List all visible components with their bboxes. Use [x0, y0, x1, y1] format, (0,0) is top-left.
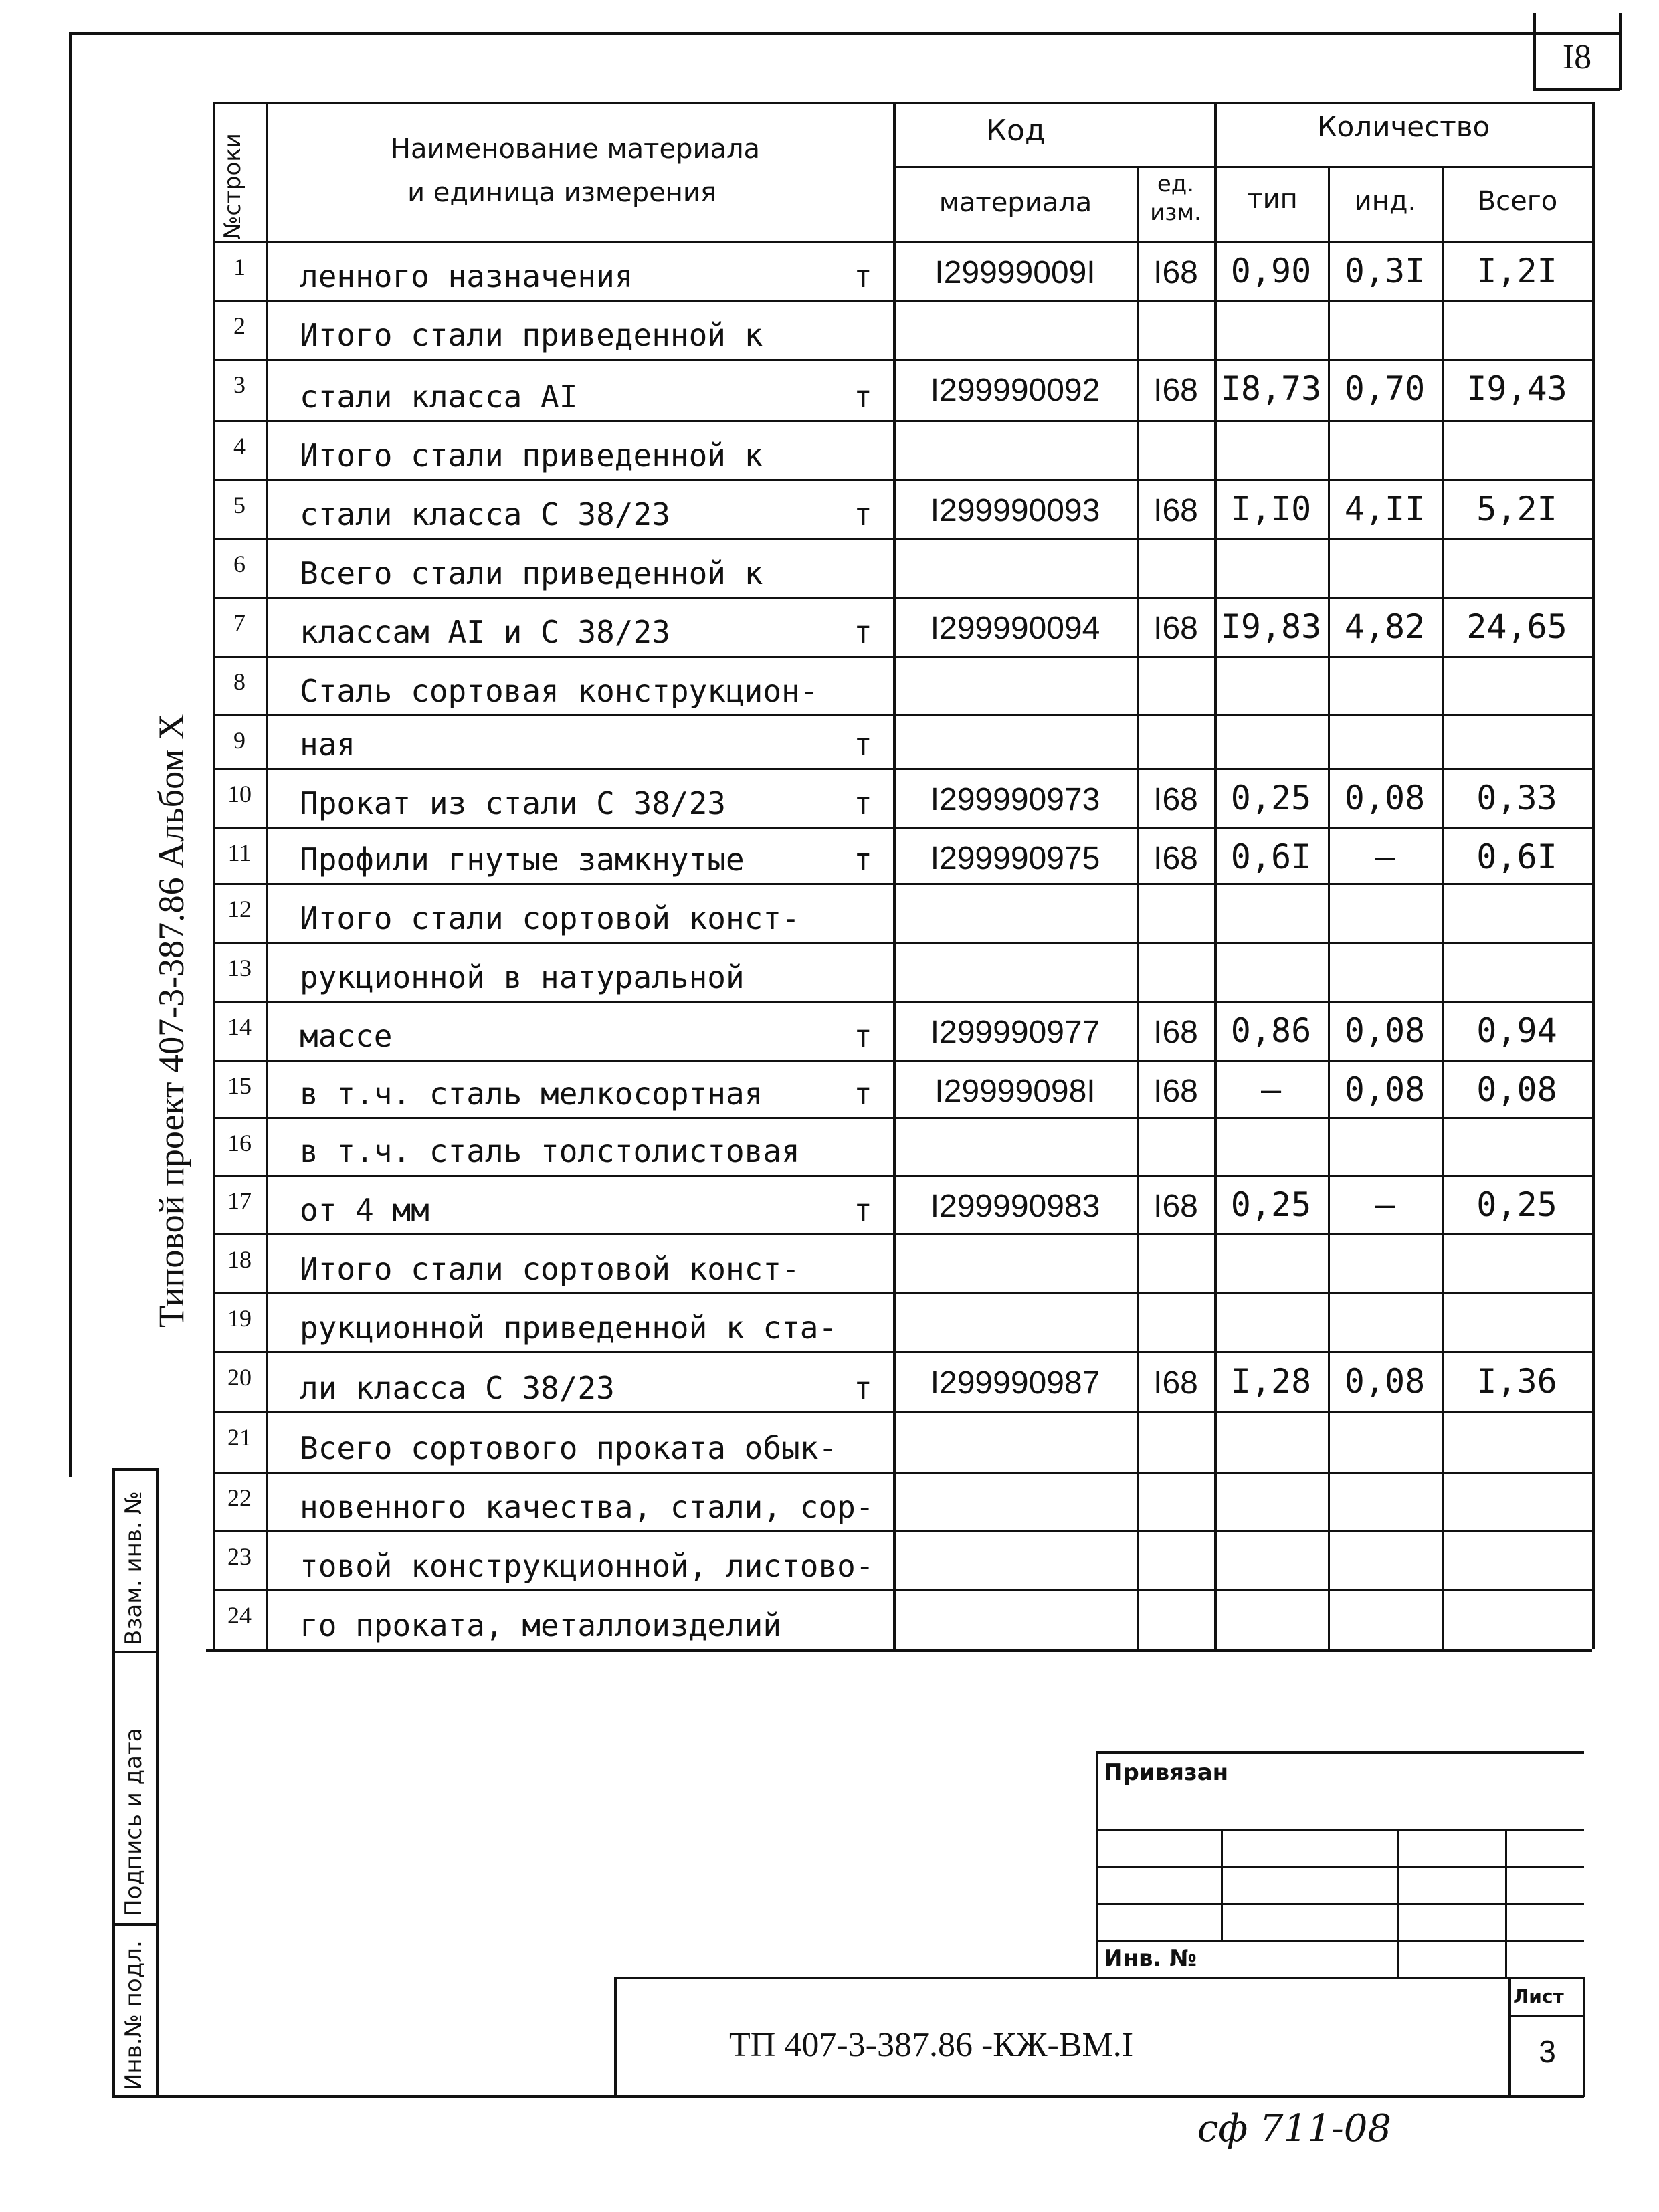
material-name: Прокат из стали С 38/23: [300, 785, 726, 821]
row-line-2: [213, 359, 893, 361]
material-name: рукционной в натуральной: [300, 959, 745, 995]
qty-tip: I,28: [1230, 1362, 1312, 1401]
row-line-right-17: [893, 1233, 1592, 1235]
qty-ind: 4,82: [1344, 607, 1426, 646]
stamp-row1: [1096, 1829, 1584, 1831]
stamp-row3: [1096, 1903, 1584, 1905]
unit: т: [854, 1192, 872, 1228]
header-row-number: №строки: [219, 133, 246, 239]
header-code-sub: [893, 166, 1592, 168]
unit: т: [854, 379, 872, 415]
qty-total: 0,6I: [1476, 837, 1557, 876]
unit-code: I68: [1153, 841, 1198, 876]
row-line-right-22: [893, 1530, 1592, 1532]
row-line-right-15: [893, 1117, 1592, 1119]
row-line-23: [213, 1589, 893, 1591]
frame-right-top: [1619, 13, 1622, 90]
row-line-right-3: [893, 420, 1592, 422]
material-code: I29999098I: [935, 1074, 1096, 1109]
row-line-right-18: [893, 1292, 1592, 1294]
unit-code: I68: [1153, 611, 1198, 646]
stamp-vcol3: [1505, 1829, 1507, 1977]
stamp-inv-no: Инв. №: [1104, 1945, 1197, 1972]
unit: т: [854, 614, 872, 650]
row-line-7: [213, 656, 893, 658]
row-number: 18: [227, 1246, 252, 1273]
qty-tip: 0,25: [1230, 779, 1312, 817]
material-code: I299990987: [930, 1365, 1100, 1401]
material-name: Итого стали сортовой конст-: [300, 900, 800, 936]
row-number: 24: [227, 1602, 252, 1629]
material-code: I299990092: [930, 373, 1100, 408]
unit: т: [854, 785, 872, 821]
row-line-20: [213, 1411, 893, 1413]
unit: т: [854, 1018, 872, 1054]
qty-ind: 0,70: [1344, 369, 1426, 408]
row-number: 10: [227, 781, 252, 807]
title-block-left: [614, 1977, 617, 2097]
qty-tip: I9,83: [1220, 607, 1322, 646]
row-number: 7: [233, 609, 246, 636]
side-strip-div1: [112, 1651, 159, 1653]
row-number: 22: [227, 1484, 252, 1511]
row-line-right-11: [893, 883, 1592, 885]
header-material: материала: [939, 187, 1092, 218]
row-number: 2: [233, 312, 246, 339]
material-name: от 4 мм: [300, 1192, 429, 1228]
qty-ind: 0,3I: [1344, 252, 1426, 290]
material-name: ли класса С 38/23: [300, 1370, 615, 1406]
row-line-14: [213, 1060, 893, 1062]
table-bottom: [206, 1649, 1592, 1652]
material-name: стали класса AI: [300, 379, 578, 415]
col-right: [1592, 102, 1595, 1649]
qty-ind: 0,08: [1344, 1362, 1426, 1401]
row-line-10: [213, 827, 893, 829]
row-line-8: [213, 714, 893, 716]
row-number: 4: [233, 433, 246, 460]
material-name: Итого стали приведенной к: [300, 317, 763, 353]
qty-tip: 0,6I: [1230, 837, 1312, 876]
sheet-box-left: [1533, 13, 1536, 90]
side-project-title: Типовой проект 407-3-387.86 Альбом X: [151, 714, 191, 1328]
material-name: новенного качества, стали, сор-: [300, 1489, 874, 1525]
material-name: ная: [300, 726, 356, 763]
row-line-3: [213, 420, 893, 422]
unit-code: I68: [1153, 1015, 1198, 1050]
table-top: [213, 102, 1592, 104]
header-total: Всего: [1477, 186, 1558, 217]
qty-total: I9,43: [1466, 369, 1567, 408]
material-code: I299990977: [930, 1015, 1100, 1050]
material-name: Сталь сортовая конструкцион-: [300, 673, 819, 709]
material-code: I299990094: [930, 611, 1100, 646]
row-line-right-2: [893, 359, 1592, 361]
side-strip-bottom: [112, 2095, 1584, 2098]
row-line-right-8: [893, 714, 1592, 716]
header-code: Код: [985, 114, 1046, 148]
qty-tip: 0,86: [1230, 1011, 1312, 1050]
drawing-designation: ТП 407-3-387.86 -КЖ-ВМ.I: [729, 2026, 1134, 2064]
qty-ind: –: [1374, 837, 1395, 876]
row-line-11: [213, 883, 893, 885]
row-line-right-1: [893, 300, 1592, 302]
row-number: 23: [227, 1543, 252, 1570]
material-code: I29999009I: [935, 255, 1096, 290]
row-line-18: [213, 1292, 893, 1294]
material-name: Итого стали приведенной к: [300, 437, 763, 474]
list-label: Лист: [1513, 1985, 1564, 2007]
title-block-top: [614, 1977, 1584, 1979]
material-code: I299990975: [930, 841, 1100, 876]
unit-code: I68: [1153, 1365, 1198, 1401]
unit: т: [854, 258, 872, 294]
row-number: 19: [227, 1305, 252, 1332]
stamp-vcol1: [1221, 1829, 1223, 1940]
row-number: 20: [227, 1364, 252, 1391]
side-label-inv-podl: Инв.№ подл.: [120, 1940, 147, 2090]
title-block-list-div: [1508, 2015, 1585, 2017]
header-name-line2: и единица измерения: [407, 177, 716, 208]
side-strip-outer-left: [112, 1468, 115, 2097]
material-name: классам AI и С 38/23: [300, 614, 670, 650]
row-number: 21: [227, 1424, 252, 1451]
material-name: товой конструкционной, листово-: [300, 1548, 874, 1584]
qty-ind: 4,II: [1344, 490, 1426, 528]
row-line-right-13: [893, 1001, 1592, 1003]
row-line-21: [213, 1472, 893, 1474]
material-name: в т.ч. сталь мелкосортная: [300, 1076, 763, 1112]
row-number: 17: [227, 1187, 252, 1214]
qty-ind: 0,08: [1344, 1011, 1426, 1050]
header-unit-line2: изм.: [1150, 199, 1201, 226]
row-number: 15: [227, 1072, 252, 1099]
material-name: рукционной приведенной к ста-: [300, 1310, 838, 1346]
row-line-19: [213, 1351, 893, 1353]
qty-ind: –: [1374, 1185, 1395, 1224]
header-ind: инд.: [1354, 186, 1417, 217]
sheet-number: I8: [1562, 38, 1592, 76]
material-name: Профили гнутые замкнутые: [300, 841, 745, 878]
material-name: ленного назначения: [300, 258, 633, 294]
row-number: 14: [227, 1013, 252, 1040]
stamp-row2: [1096, 1866, 1584, 1868]
material-name: Итого стали сортовой конст-: [300, 1251, 800, 1287]
side-label-vzam: Взам. инв. №: [120, 1491, 147, 1645]
stamp-vcol2: [1397, 1829, 1399, 1977]
row-line-right-23: [893, 1589, 1592, 1591]
row-line-5: [213, 538, 893, 540]
unit-code: I68: [1153, 493, 1198, 528]
row-line-right-21: [893, 1472, 1592, 1474]
material-name: в т.ч. сталь толстолистовая: [300, 1133, 800, 1169]
qty-tip: 0,90: [1230, 252, 1312, 290]
unit: т: [854, 1370, 872, 1406]
qty-ind: 0,08: [1344, 779, 1426, 817]
row-line-16: [213, 1175, 893, 1177]
frame-top: [70, 32, 1622, 35]
row-line-22: [213, 1530, 893, 1532]
qty-tip: I,I0: [1230, 490, 1312, 528]
header-tip: тип: [1247, 184, 1298, 215]
row-number: 9: [233, 727, 246, 754]
qty-total: I,2I: [1476, 252, 1557, 290]
row-line-right-7: [893, 656, 1592, 658]
qty-total: I,36: [1476, 1362, 1557, 1401]
qty-total: 0,08: [1476, 1070, 1557, 1109]
row-line-6: [213, 597, 893, 599]
stamp-outer-top: [1096, 1751, 1584, 1754]
row-number: 12: [227, 896, 252, 922]
row-line-15: [213, 1117, 893, 1119]
row-line-right-16: [893, 1175, 1592, 1177]
material-code: I299990983: [930, 1189, 1100, 1224]
unit: т: [854, 496, 872, 532]
unit: т: [854, 1076, 872, 1112]
material-name: го проката, металлоизделий: [300, 1607, 782, 1643]
header-unit-line1: ед.: [1157, 171, 1195, 197]
qty-tip: –: [1260, 1070, 1282, 1109]
unit-code: I68: [1153, 782, 1198, 817]
qty-tip: 0,25: [1230, 1185, 1312, 1224]
material-name: массе: [300, 1018, 393, 1054]
qty-tip: I8,73: [1220, 369, 1322, 408]
unit-code: I68: [1153, 373, 1198, 408]
side-label-podpis: Подпись и дата: [120, 1728, 147, 1916]
row-number: 8: [233, 668, 246, 695]
row-number: 5: [233, 492, 246, 518]
qty-total: 0,25: [1476, 1185, 1557, 1224]
material-code: I299990973: [930, 782, 1100, 817]
row-number: 13: [227, 954, 252, 981]
side-strip-top: [112, 1468, 159, 1471]
material-name: Всего сортового проката обык-: [300, 1430, 838, 1466]
row-line-1: [213, 300, 893, 302]
qty-total: 0,94: [1476, 1011, 1557, 1050]
row-line-right-19: [893, 1351, 1592, 1353]
row-line-17: [213, 1233, 893, 1235]
header-bottom: [213, 241, 1592, 243]
material-name: Всего стали приведенной к: [300, 555, 763, 591]
row-line-right-5: [893, 538, 1592, 540]
qty-ind: 0,08: [1344, 1070, 1426, 1109]
material-name: стали класса С 38/23: [300, 496, 670, 532]
material-code: I299990093: [930, 493, 1100, 528]
row-line-13: [213, 1001, 893, 1003]
row-line-right-14: [893, 1060, 1592, 1062]
row-line-12: [213, 942, 893, 944]
stamp-outer-left: [1096, 1751, 1098, 1979]
sheet-box-bottom: [1533, 88, 1620, 91]
qty-total: 5,2I: [1476, 490, 1557, 528]
side-strip-div2: [112, 1923, 159, 1926]
side-strip-inner: [156, 1468, 159, 2097]
unit-code: I68: [1153, 1189, 1198, 1224]
row-line-right-9: [893, 768, 1592, 770]
col-name-left: [266, 102, 268, 1649]
row-line-right-20: [893, 1411, 1592, 1413]
row-number: 16: [227, 1130, 252, 1157]
row-line-right-12: [893, 942, 1592, 944]
list-number: 3: [1539, 2034, 1556, 2069]
stamp-privyazan: Привязан: [1104, 1759, 1229, 1786]
stamp-row4: [1096, 1940, 1584, 1942]
row-number: 1: [233, 254, 246, 280]
header-quantity: Количество: [1316, 110, 1490, 143]
frame-left: [69, 32, 72, 1477]
unit: т: [854, 841, 872, 878]
handwritten-archive-note: сф 711-08: [1197, 2107, 1392, 2150]
row-line-right-6: [893, 597, 1592, 599]
qty-total: 24,65: [1466, 607, 1567, 646]
unit: т: [854, 726, 872, 763]
row-number: 6: [233, 550, 246, 577]
row-line-4: [213, 479, 893, 481]
row-line-right-4: [893, 479, 1592, 481]
row-number: 11: [227, 839, 252, 866]
row-line-right-10: [893, 827, 1592, 829]
header-name-line1: Наименование материала: [390, 134, 761, 165]
row-number: 3: [233, 371, 246, 398]
row-line-9: [213, 768, 893, 770]
unit-code: I68: [1153, 1074, 1198, 1109]
qty-total: 0,33: [1476, 779, 1557, 817]
unit-code: I68: [1153, 255, 1198, 290]
